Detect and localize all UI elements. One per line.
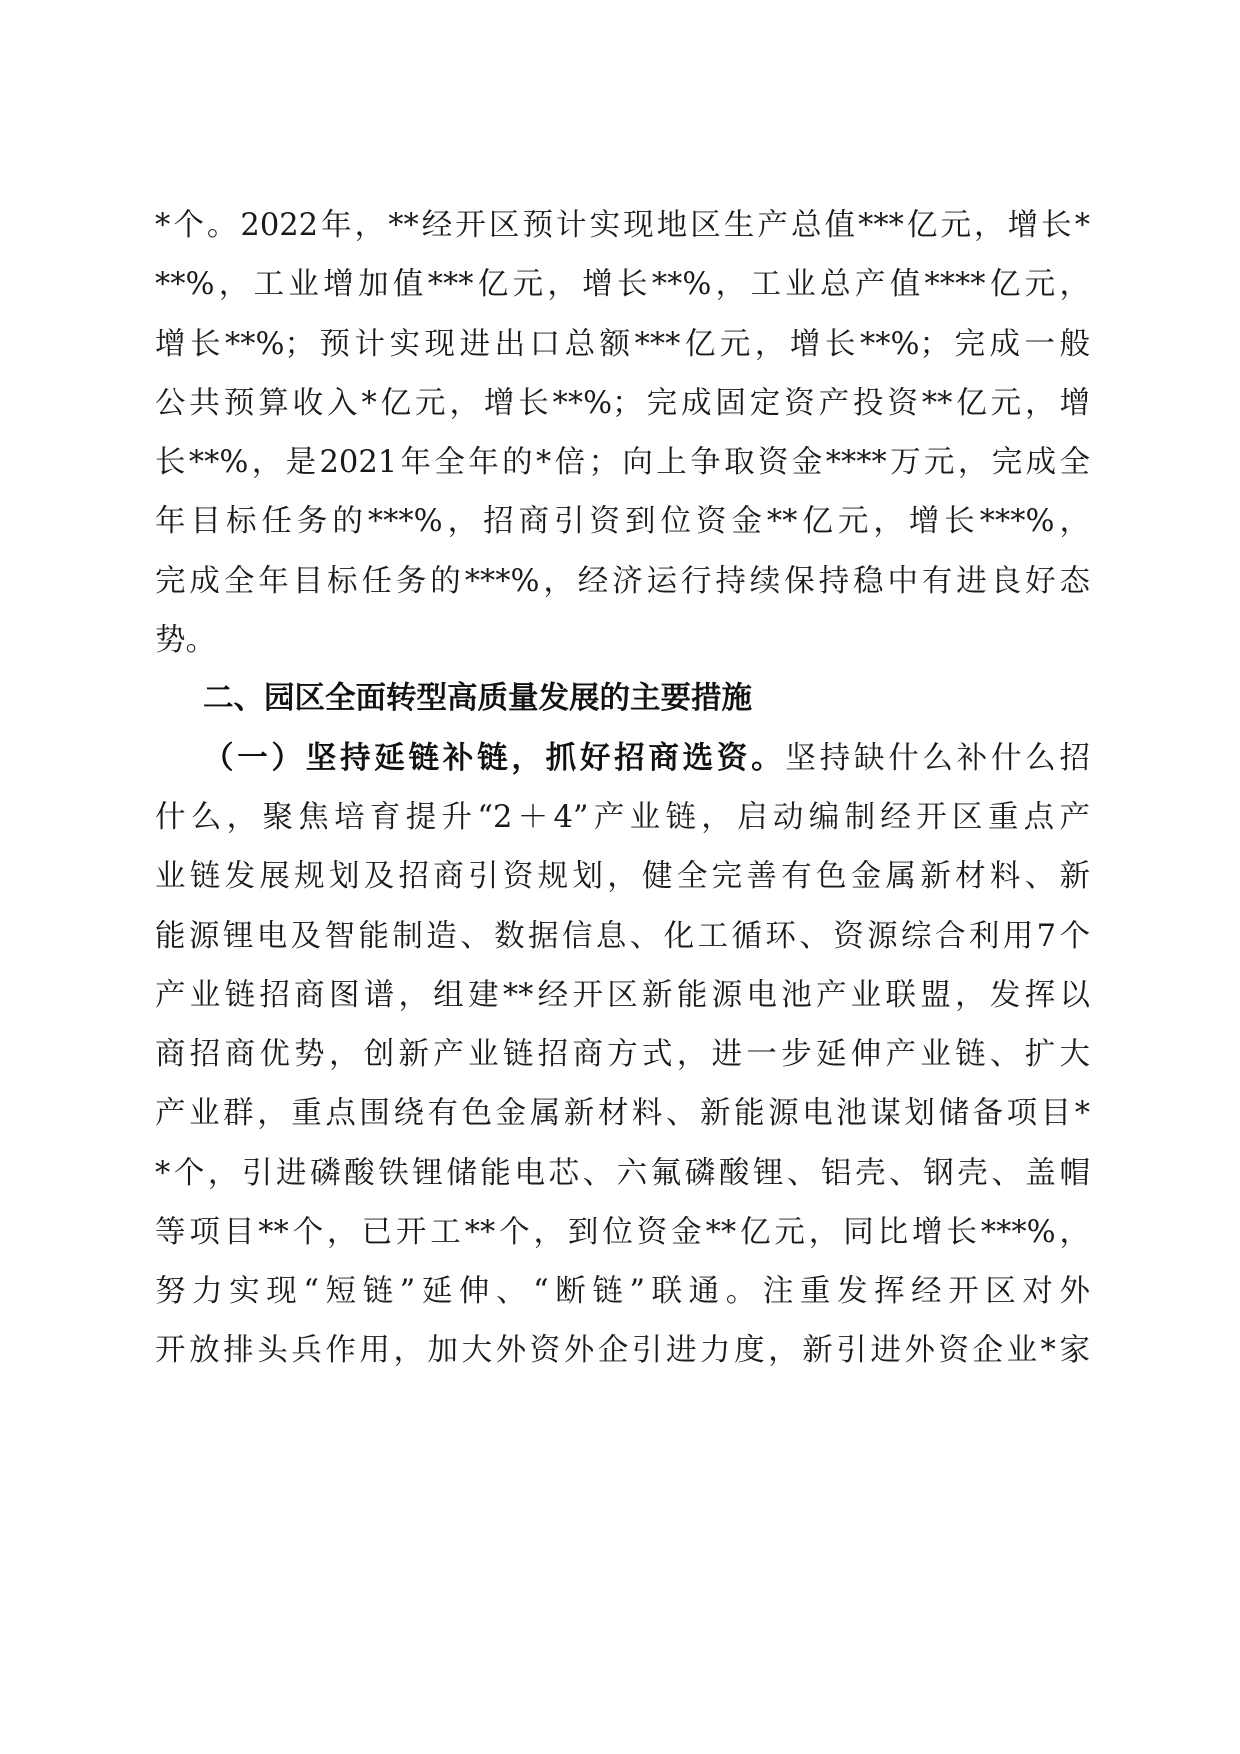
paragraph-line: *个，引进磷酸铁锂储能电芯、六氟磷酸锂、铝壳、钢壳、盖帽: [155, 1156, 1090, 1191]
paragraph-text: 坚持缺什么补什么招: [785, 741, 1091, 776]
section-heading: 二、园区全面转型高质量发展的主要措施: [203, 681, 752, 716]
paragraph-line: *个。2022年，**经开区预计实现地区生产总值***亿元，增长*: [155, 208, 1090, 243]
paragraph-line: 商招商优势，创新产业链招商方式，进一步延伸产业链、扩大: [155, 1037, 1090, 1072]
subsection-heading: （一）坚持延链补链，抓好招商选资。: [203, 741, 786, 776]
paragraph-first-line: [203, 739, 1090, 779]
paragraph-line: 增长**%；预计实现进出口总额***亿元，增长**%；完成一般: [155, 327, 1090, 362]
paragraph-line: 产业群，重点围绕有色金属新材料、新能源电池谋划储备项目*: [155, 1096, 1090, 1131]
paragraph-line: 势。: [155, 623, 216, 658]
paragraph-line: 努力实现“短链”延伸、“断链”联通。注重发挥经开区对外: [155, 1274, 1090, 1309]
paragraph-line: 长**%，是2021年全年的*倍；向上争取资金****万元，完成全: [155, 445, 1090, 480]
paragraph-line: 什么，聚焦培育提升“2＋4”产业链，启动编制经开区重点产: [155, 800, 1090, 835]
paragraph-line: 等项目**个，已开工**个，到位资金**亿元，同比增长***%，: [155, 1215, 1090, 1250]
paragraph-line: 完成全年目标任务的***%，经济运行持续保持稳中有进良好态: [155, 564, 1090, 599]
paragraph-line: 业链发展规划及招商引资规划，健全完善有色金属新材料、新: [155, 859, 1090, 894]
paragraph-line: **%，工业增加值***亿元，增长**%，工业总产值****亿元，: [155, 267, 1090, 302]
paragraph-line: 产业链招商图谱，组建**经开区新能源电池产业联盟，发挥以: [155, 978, 1090, 1013]
paragraph-line: 年目标任务的***%，招商引资到位资金**亿元，增长***%，: [155, 504, 1090, 539]
paragraph-line: 能源锂电及智能制造、数据信息、化工循环、资源综合利用7个: [155, 919, 1090, 954]
paragraph-line: 公共预算收入*亿元，增长**%；完成固定资产投资**亿元，增: [155, 386, 1090, 421]
paragraph-line: 开放排头兵作用，加大外资外企引进力度，新引进外资企业*家: [155, 1333, 1090, 1368]
